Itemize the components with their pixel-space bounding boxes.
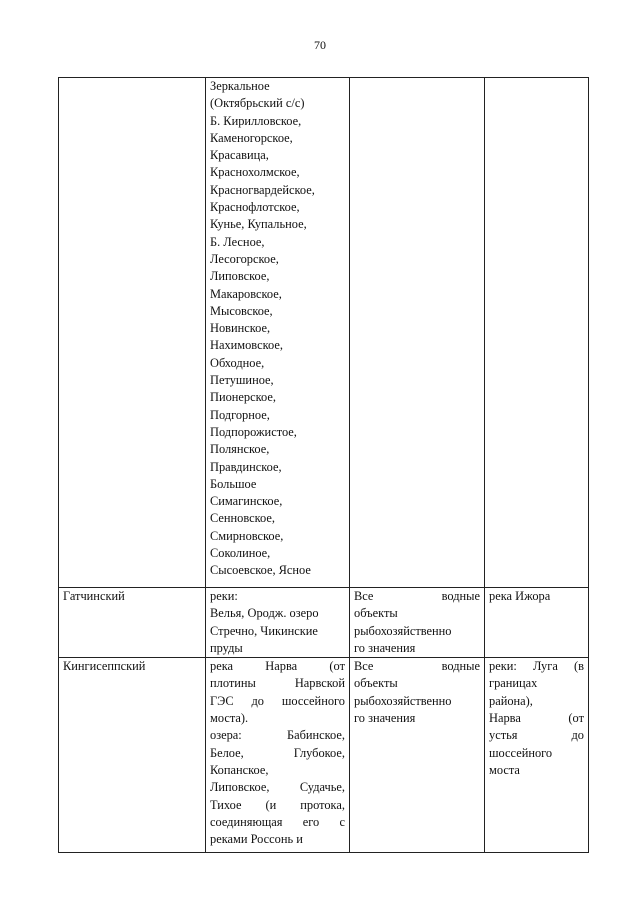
cell-line: рыбохозяйственно	[354, 693, 452, 708]
cell-line: Тихое (и протока,	[210, 797, 345, 812]
cell-line: Липовское, Судачье,	[210, 780, 345, 795]
cell-line: Краснохолмское,	[210, 165, 300, 180]
cell-line: ГЭС до шоссейного	[210, 693, 345, 708]
cell-line: Петушиное,	[210, 373, 274, 388]
cell-line: Копанское,	[210, 762, 269, 777]
cell-line: река Нарва (от	[210, 659, 345, 674]
objects-cell	[206, 588, 350, 658]
cell-line: Симагинское,	[210, 494, 283, 509]
cell-line: Б. Кирилловское,	[210, 113, 302, 128]
cell-line: Подгорное,	[210, 407, 270, 422]
cell-line: Все водные	[354, 589, 480, 603]
cell-line: объекты	[354, 676, 398, 691]
district-cell	[59, 588, 206, 658]
cell-line: рыбохозяйственно	[354, 623, 452, 638]
cell-line: моста).	[210, 711, 249, 726]
cell-line: река Ижора	[489, 589, 551, 603]
category-cell	[350, 588, 485, 658]
cell-line: Зеркальное	[210, 79, 270, 93]
objects-cell	[206, 658, 350, 853]
cell-line: Нахимовское,	[210, 338, 283, 353]
cell-line: Обходное,	[210, 355, 265, 370]
cell-line: го значения	[354, 640, 416, 655]
table-body	[59, 78, 589, 853]
cell-line: Нарва (от	[489, 711, 584, 726]
cell-line: Сенновское,	[210, 511, 275, 526]
cell-line: границах	[489, 676, 538, 691]
cell-line: Макаровское,	[210, 286, 282, 301]
cell-line: Большое	[210, 476, 257, 491]
cell-line: Лесогорское,	[210, 251, 279, 266]
cell-line: Б. Лесное,	[210, 234, 265, 249]
cell-line: Стречно, Чикинские	[210, 623, 318, 638]
cell-line: Правдинское,	[210, 459, 282, 474]
cell-line: Липовское,	[210, 269, 270, 284]
district-cell	[59, 78, 206, 588]
cell-line: Велья, Ородж. озеро	[210, 606, 319, 621]
cell-line: Красавица,	[210, 148, 269, 163]
district-cell	[59, 658, 206, 853]
cell-line: соединяющая его с	[210, 814, 345, 829]
page-number: 70	[314, 38, 326, 52]
district-name: Кингисеппский	[63, 659, 146, 674]
cell-line: реки: Луга (в	[489, 659, 584, 674]
category-cell	[350, 658, 485, 853]
cell-line: Новинское,	[210, 321, 271, 336]
cell-line: Мысовское,	[210, 303, 273, 318]
cell-line: моста	[489, 762, 520, 777]
cell-line: объекты	[354, 606, 398, 621]
table-row	[59, 658, 589, 853]
cell-line: реки:	[210, 589, 238, 603]
cell-line: плотины Нарвской	[210, 676, 345, 691]
cell-line: Красногвардейское,	[210, 182, 315, 197]
cell-line: (Октябрьский с/с)	[210, 96, 305, 111]
cell-line: го значения	[354, 711, 416, 726]
cell-line: шоссейного	[489, 745, 553, 760]
table-row	[59, 78, 589, 588]
cell-line: Белое, Глубокое,	[210, 745, 345, 760]
cell-line: устья до	[489, 728, 584, 743]
exceptions-cell	[485, 658, 589, 853]
fishery-waters-table	[58, 77, 589, 853]
cell-line: озера: Бабинское,	[210, 728, 345, 743]
cell-line: Пионерское,	[210, 390, 276, 405]
cell-line: Все водные	[354, 659, 480, 674]
cell-line: Краснофлотское,	[210, 200, 300, 215]
cell-line: Сысоевское, Ясное	[210, 563, 311, 578]
cell-line: Кунье, Купальное,	[210, 217, 307, 232]
cell-line: Смирновское,	[210, 528, 284, 543]
district-name: Гатчинский	[63, 589, 125, 603]
exceptions-cell	[485, 78, 589, 588]
category-cell	[350, 78, 485, 588]
objects-cell	[206, 78, 350, 588]
cell-line: Каменогорское,	[210, 130, 293, 145]
table-row	[59, 588, 589, 658]
exceptions-cell	[485, 588, 589, 658]
cell-line: реками Россонь и	[210, 832, 303, 847]
cell-line: Подпорожистое,	[210, 424, 297, 439]
cell-line: Полянское,	[210, 442, 270, 457]
cell-line: района),	[489, 693, 533, 708]
cell-line: Соколиное,	[210, 546, 271, 561]
cell-line: пруды	[210, 640, 243, 655]
